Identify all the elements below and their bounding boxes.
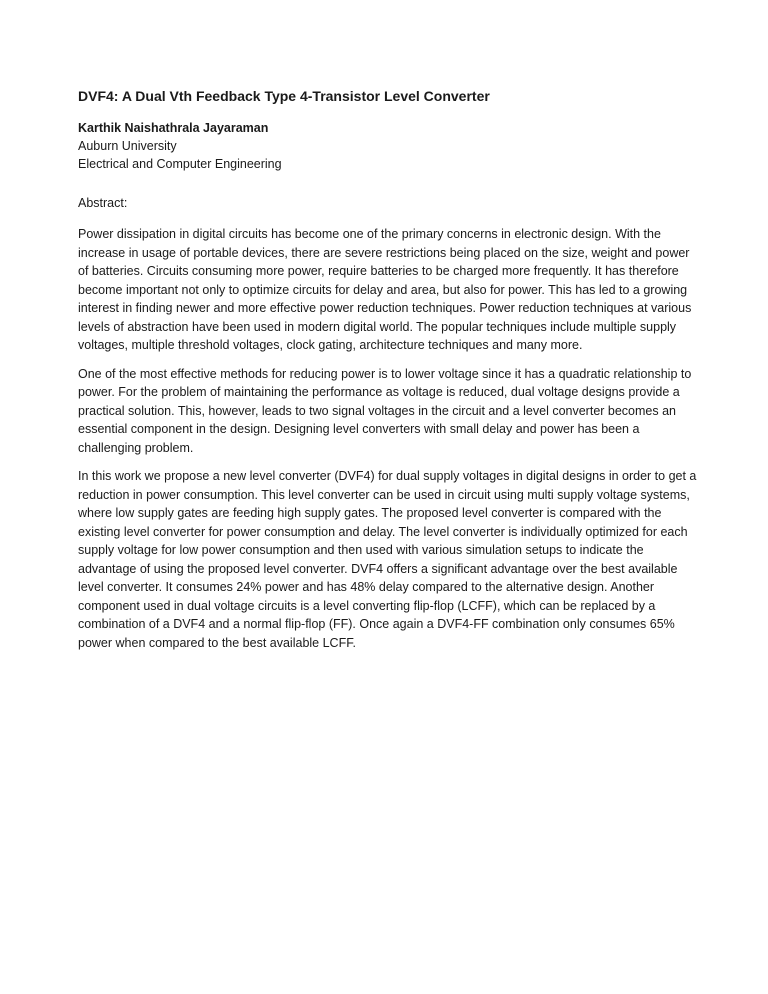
abstract-paragraph-1: Power dissipation in digital circuits has become one of the primary concerns in electronic design. With the increase in usage of portable devices, there are severe restrictions being placed on the size, weight and power of batteries. Circuits consuming more power, require batteries to be charged more frequently. It has therefore become important not only to optimize circuits for delay and area, but also for power. This has led to a growing interest in finding newer and more effective power reduction techniques. Power reduction techniques at various levels of abstraction have been used in modern digital world. The popular techniques include multiple supply voltages, multiple threshold voltages, clock gating, architecture techniques and many more. (78, 227, 692, 352)
author-name: Karthik Naishathrala Jayaraman (78, 121, 269, 135)
affiliation-department: Electrical and Computer Engineering (78, 157, 282, 171)
abstract-paragraph-2: One of the most effective methods for reducing power is to lower voltage since it has a quadratic relationship to power. For the problem of maintaining the performance as voltage is reduced, dual voltage designs provide a practical solution. This, however, leads to two signal voltages in the circuit and a level converter becomes an essential component in the design. Designing level converters with small delay and power has been a challenging problem. (78, 366, 692, 455)
affiliation-university: Auburn University (78, 139, 177, 153)
abstract-heading: Abstract: (78, 196, 128, 210)
paper-title: DVF4: A Dual Vth Feedback Type 4-Transistor Level Converter (78, 88, 490, 104)
abstract-paragraph-3: In this work we propose a new level converter (DVF4) for dual supply voltages in digital designs in order to get a reduction in power consumption. This level converter can be used in circuit using multi supply voltage systems, where low supply gates are feeding high supply gates. The proposed level converter is compared with the existing level converter for power consumption and delay. The level converter is individually optimized for each supply voltage for low power consumption and then used with various simulation setups to indicate the advantage of using the proposed level converter. DVF4 offers a significant advantage over the best available level converter. It consumes 24% power and has 48% delay compared to the alternative design. Another component used in dual voltage circuits is a level converting flip-flop (LCFF), which can be replaced by a combination of a DVF4 and a normal flip-flop (FF). Once again a DVF4-FF combination only consumes 65% power when compared to the best available LCFF. (78, 469, 697, 650)
document-body (78, 86, 700, 662)
